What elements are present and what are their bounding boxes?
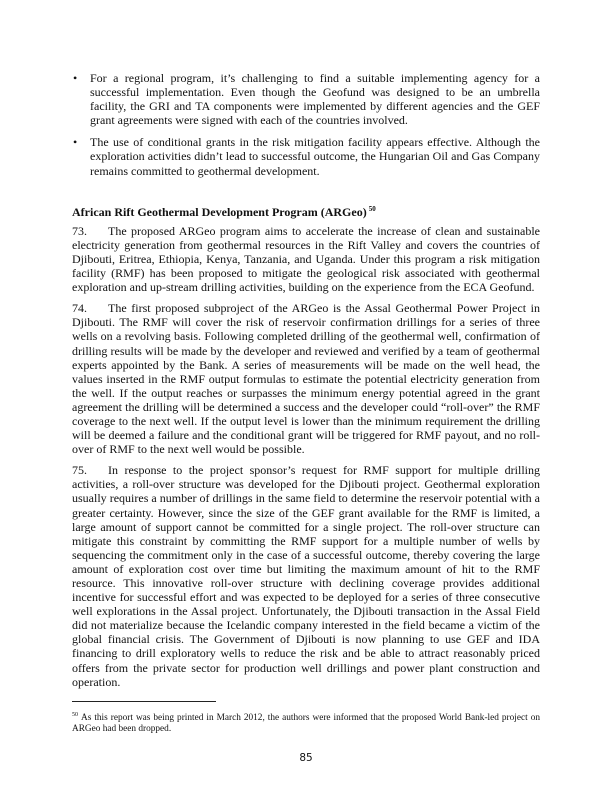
page-body — [72, 71, 540, 735]
bullet-icon: • — [73, 135, 78, 150]
bullet-text: The use of conditional grants in the risk mitigation facility appears effective. Although the exploration activities didn’t lead to successful outcome, the Hungarian Oil and Gas Company remains committed to geothermal development. — [90, 135, 540, 178]
footnote-number: 50 — [72, 711, 78, 718]
paragraph-text: The proposed ARGeo program aims to accelerate the increase of clean and sustainable electricity generation from geothermal resources in the Rift Valley and covers the countries of Djibouti, Eritrea, Ethiopia, Kenya, Tanzania, and Uganda. Under this program a risk mitigation facility (RMF) has been proposed to mitigate the geological risk associated with geothermal exploration and up-stream drilling activities, building on the experience from the ECA Geofund. — [72, 223, 540, 295]
footnote-text: As this report was being printed in March 2012, the authors were informed that the proposed World Bank-led project on ARGeo had been dropped. — [72, 712, 540, 734]
page-number: 85 — [299, 752, 313, 764]
paragraph-73 — [72, 224, 540, 294]
section-heading — [72, 202, 540, 219]
section-heading-text: African Rift Geothermal Development Program (ARGeo) — [72, 204, 367, 219]
footnote-reference[interactable]: 50 — [368, 204, 376, 213]
bullet-icon: • — [73, 71, 78, 85]
paragraph-text: The first proposed subproject of the ARGeo is the Assal Geothermal Power Project in Djibouti. The RMF will cover the risk of reservoir confirmation drillings for a series of three wells on a revolving basis. Following completed drilling of the geothermal well, confirmation of drilling results will be made by the developer and reviewed and verified by a team of geothermal experts appointed by the Bank. A series of measurements will be made on the well head, the values inserted in the RMF output formulas to estimate the potential electricity generation from the well. If the output reaches or surpasses the minimum energy potential agreed in the grant agreement the drilling will be determined a success and the developer could “roll-over” the RMF coverage to the next well. If the output level is lower than the minimum requirement the drilling will be deemed a failure and the conditional grant will be triggered for RMF payout, and no roll-over of RMF to the next well would be possible. — [72, 301, 540, 457]
bullet-item — [72, 71, 540, 127]
paragraph-75 — [72, 463, 540, 689]
paragraph-number: 73. — [72, 223, 87, 238]
lessons-bullet-list — [72, 71, 540, 178]
paragraph-74 — [72, 301, 540, 456]
paragraph-number: 74. — [72, 301, 87, 316]
bullet-item — [72, 135, 540, 177]
footnote-separator — [72, 701, 216, 702]
paragraph-number: 75. — [72, 463, 87, 478]
bullet-text: For a regional program, it’s challenging to find a suitable implementing agency for a successful implementation. Even though the Geofund was designed to be an umbrella facility, the GRI and TA components were implemented by different agencies and the GEF grant agreements were signed with each of the countries involved. — [90, 71, 540, 128]
paragraph-text: In response to the project sponsor’s request for RMF support for multiple drilling activities, a roll-over structure was developed for the Djibouti project. Geothermal exploration usually requires a number of drillings in the same field to determine the reservoir potential with a greater certainty. However, since the size of the GEF grant available for the RMF is limited, a large amount of support cannot be committed for a single project. The roll-over structure can mitigate this constraint by committing the RMF support for a multiple number of wells by sequencing the commitment only in the case of a successful outcome, thereby covering the large amount of exploration cost over time but limiting the maximum amount of hit to the RMF resource. This innovative roll-over structure with declining coverage provides additional incentive for successful effort and was expected to be deployed for a series of three consecutive well explorations in the Assal project. Unfortunately, the Djibouti transaction in the Assal Field did not materialize because the Icelandic company interested in the field became a victim of the global financial crisis. The Government of Djibouti is now planning to use GEF and IDA financing to drill exploratory wells to reduce the risk and be able to attract reasonably priced offers from the private sector for production well drillings and power plant construction and operation. — [72, 463, 540, 689]
footnote — [72, 710, 540, 735]
